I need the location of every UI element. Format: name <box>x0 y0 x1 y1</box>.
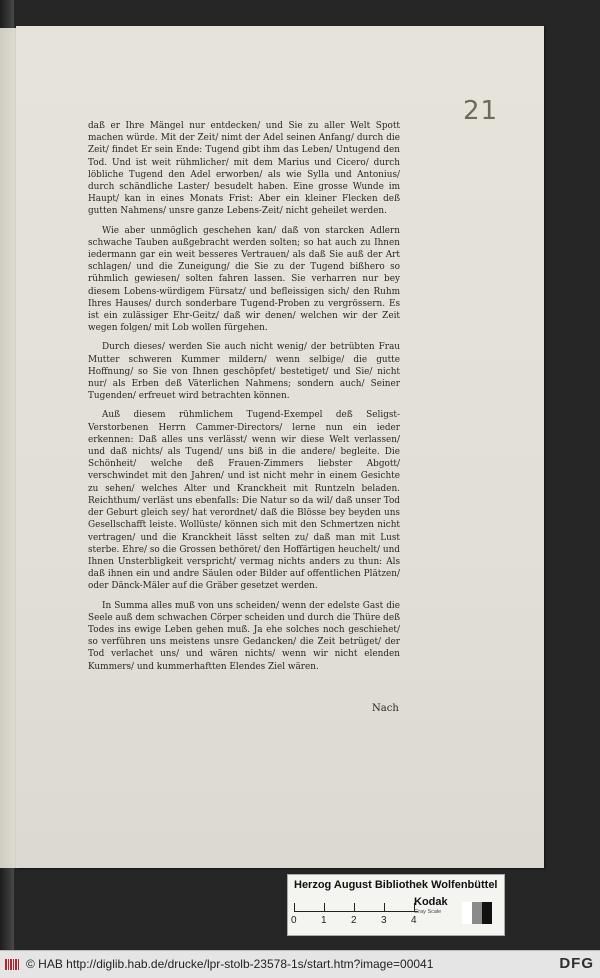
scale-ruler <box>294 897 418 912</box>
hab-logo-icon <box>5 959 19 970</box>
ruler-tick <box>354 903 355 911</box>
ruler-label-4: 4 <box>411 915 417 926</box>
kodak-brand: Kodak <box>414 896 448 908</box>
ruler-label-2: 2 <box>351 915 357 926</box>
catchword: Nach <box>372 703 399 714</box>
viewer-footer <box>0 950 600 978</box>
paragraph-3: Durch dieses/ werden Sie auch nicht wenig/ der betrübten Frau Mutter schweren Kummer mildern/ wenn selbige/ die gutte Hoffnung/ so Sie von Ihnen geschöpfet/ bestetiget/ und Sie/ nicht nur/ als Erben deß Väterlichen Nahmens; sondern auch/ Seiner Tugenden/ erfreuet wird betrachten können. <box>88 342 400 402</box>
ruler-label-0: 0 <box>291 915 297 926</box>
page-body-text <box>88 120 400 680</box>
paragraph-5: In Summa alles muß von uns scheiden/ wenn der edelste Gast die Seele auß dem schwachen Cörper scheiden und durch die Thüre deß Todes ins ewige Leben gehen muß. Ja ehe solches noch geschiehet/ so verführen uns meistens unsre Gedancken/ die Zeit betrüget/ der Tod verlachet uns/ und wären nichts/ wenn wir nicht elenden Kummers/ und kummerhaftten Elendes Ziel wären. <box>88 600 400 672</box>
copyright-link[interactable]: © HAB http://diglib.hab.de/drucke/lpr-stolb-23578-1s/start.htm?image=00041 <box>26 957 434 971</box>
ruler-tick <box>324 903 325 911</box>
page-folio-number: 21 <box>463 96 499 126</box>
gray-swatch-black <box>482 902 492 924</box>
gray-swatch-white <box>462 902 472 924</box>
gray-scale-label: Gray Scale <box>414 909 442 915</box>
paragraph-1: daß er Ihre Mängel nur entdecken/ und Sie zu aller Welt Spott machen würde. Mit der Zeit/ nimt der Adel seinen Anfang/ durch die Zeit/ findet Er sein Ende: Tugend gibt ihm das Leben/ Untugend den Tod. Und ist weit rühmlicher/ mit dem Marius und Cicero/ durch löbliche Tugend den Adel erworben/ als wie Sylla und Antonius/ durch schändliche Laster/ besudelt haben. Eine grosse Wunde im Haupt/ kan in eines Monats Frist: Aber ein kleiner Flecken deß gutten Nahmens/ unsre ganze Lebens-Zeit/ nicht geheilet werden. <box>88 121 400 217</box>
dfg-logo: DFG <box>559 955 594 972</box>
gray-swatch-mid <box>472 902 482 924</box>
ruler-tick <box>294 903 295 911</box>
paragraph-4: Auß diesem rühmlichem Tugend-Exempel deß Seligst-Verstorbenen Herrn Cammer-Directors/ lerne nun ein ieder erkennen: Daß alles uns verlässt/ wenn wir diese Welt verlassen/ und daß nichts/ als Tugend/ uns biß in die andere/ begleite. Die Schönheit/ welche deß Frauen-Zimmers liebster Abgott/ verschwindet mit den Jahren/ und ist nicht mehr in einem Gesichte zu sehen/ welches Alter und Kranckheit mit Runtzeln beladen. Reichthum/ verläst uns ebenfalls: Die Natur so da wil/ daß unser Tod der Geburt gleich sey/ hat verordnet/ daß die Blösse bey beyden uns Gesellschafft leiste. Wollüste/ können sich mit den Schmertzen nicht vertragen/ und die Kranckheit lässt selten zu/ daß man mit Lust sterbe. Ehre/ so die Grossen bethöret/ den Hoffärtigen heuchelt/ und Ihnen Unsterbligkeit verspricht/ vermag nichts anders zu thun: Als daß ihnen ein und andre Säulen oder Bilder auf offentlichen Plätzen/ oder Dänck-Mäler auf die Gräber gesetzet werden. <box>88 410 400 592</box>
ruler-tick <box>384 903 385 911</box>
library-name: Herzog August Bibliothek Wolfenbüttel <box>294 879 498 891</box>
paragraph-2: Wie aber unmöglich geschehen kan/ daß von starcken Adlern schwache Tauben außgebracht werden solten; so hat auch zu Ihnen iedermann gar ein weit besseres Vertrauen/ als daß Sie auß der Art schlagen/ und die Zuneigung/ die Sie zu der Tugend bißhero so rühmlich gewiesen/ solten fahren lassen. Sie verharren nur bey diesem Lobens-würdigem Fürsatz/ und befleissigen sich/ den Ruhm Ihres Hauses/ durch sonderbare Tugend-Proben zu vergrössern. Es ist ein zulässiger Ehr-Geitz/ daß wir denen/ welchen wir der Zeit wegen folgen/ mit Lob wollen fürgehen. <box>88 225 400 334</box>
ruler-label-1: 1 <box>321 915 327 926</box>
ruler-label-3: 3 <box>381 915 387 926</box>
facing-page-edge <box>0 28 16 868</box>
